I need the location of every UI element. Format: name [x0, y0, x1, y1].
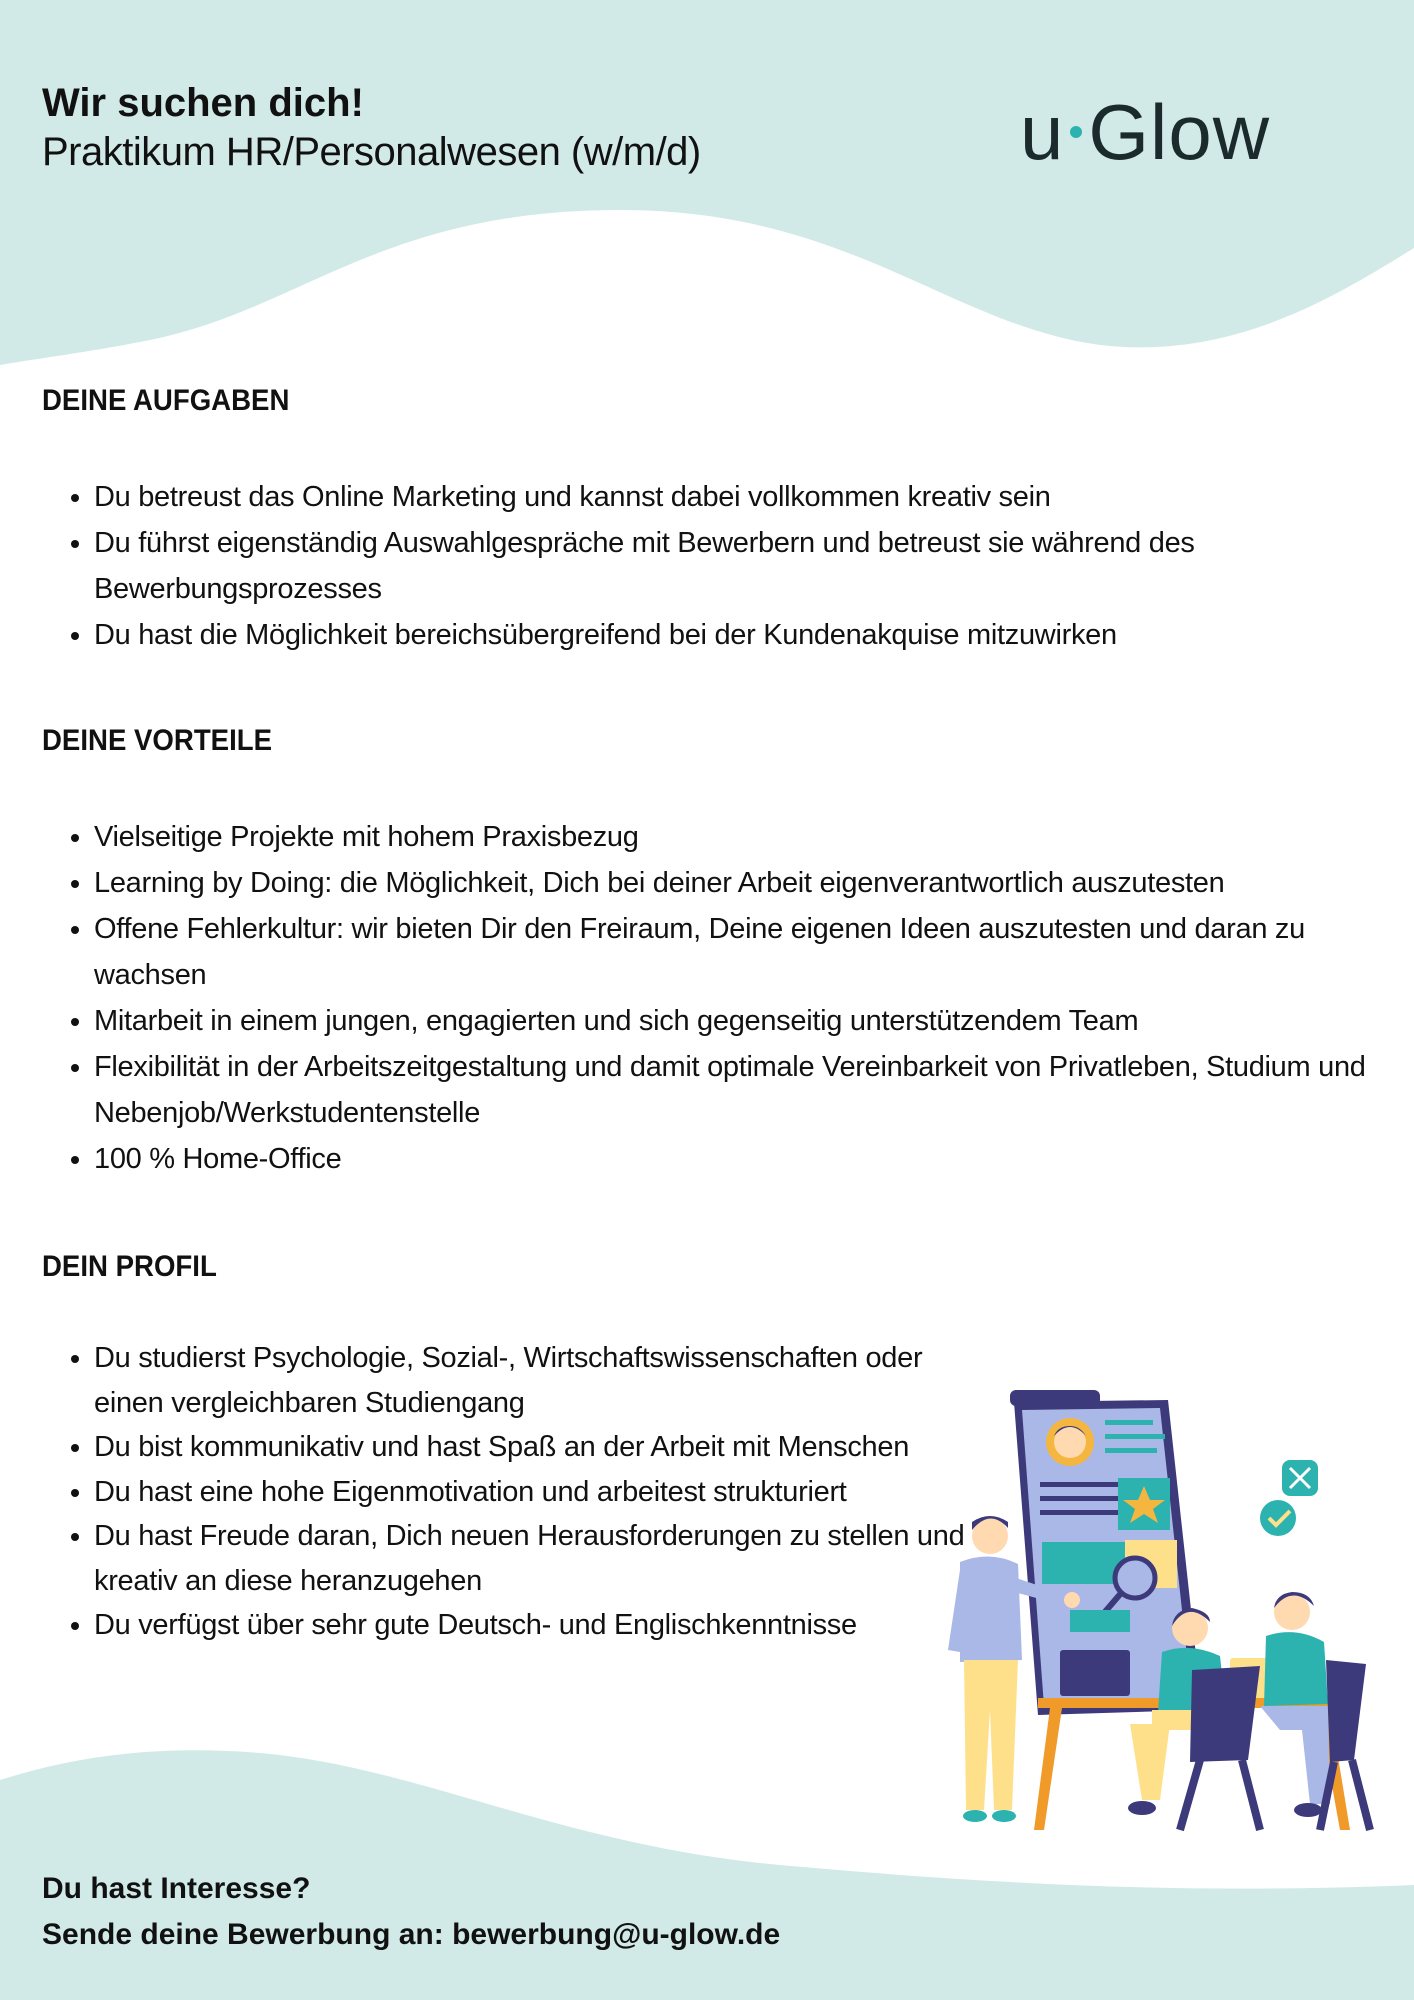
logo-text-left: u: [1020, 88, 1065, 176]
list-item: • Offene Fehlerkultur: wir bieten Dir den Freiraum, Deine eigenen Ideen auszutesten und daran zu wachsen: [94, 906, 1384, 998]
list-item: • Du hast die Möglichkeit bereichsübergreifend bei der Kundenakquise mitzuwirken: [94, 612, 1374, 658]
list-item: • Du hast Freude daran, Dich neuen Herausforderungen zu stellen und kreativ an diese heranzugehen: [94, 1514, 974, 1603]
team-job-board-illustration-icon: [930, 1380, 1380, 1840]
job-title: Praktikum HR/Personalwesen (w/m/d): [42, 130, 701, 174]
list-item: • Mitarbeit in einem jungen, engagierten und sich gegenseitig unterstützendem Team: [94, 998, 1384, 1044]
list-item: • Flexibilität in der Arbeitszeitgestaltung und damit optimale Vereinbarkeit von Privatleben, Studium und Nebenjob/Werkstudentenstelle: [94, 1044, 1384, 1136]
list-item: • Du bist kommunikativ und hast Spaß an der Arbeit mit Menschen: [94, 1425, 974, 1470]
footer-contact: [42, 1866, 780, 1958]
logo-text-right: Glow: [1088, 88, 1271, 176]
section-title-profil: DEIN PROFIL: [42, 1250, 217, 1283]
list-item: • Du studierst Psychologie, Sozial-, Wirtschaftswissenschaften oder einen vergleichbaren Studiengang: [94, 1336, 974, 1425]
list-item: • Learning by Doing: die Möglichkeit, Dich bei deiner Arbeit eigenverantwortlich auszutesten: [94, 860, 1384, 906]
footer-application-email[interactable]: Sende deine Bewerbung an: bewerbung@u-glow.de: [42, 1918, 781, 1951]
list-item: • Du verfügst über sehr gute Deutsch- und Englischkenntnisse: [94, 1603, 974, 1648]
list-item: • Du hast eine hohe Eigenmotivation und arbeitest strukturiert: [94, 1470, 974, 1515]
list-item: • Du betreust das Online Marketing und kannst dabei vollkommen kreativ sein: [94, 474, 1374, 520]
benefits-list: [52, 814, 1384, 1182]
logo-dot-icon: [1070, 126, 1082, 138]
list-item: • Du führst eigenständig Auswahlgespräche mit Bewerbern und betreust sie während des Bewerbungsprozesses: [94, 520, 1374, 612]
company-logo: [1020, 88, 1271, 176]
section-title-aufgaben: DEINE AUFGABEN: [42, 384, 290, 417]
footer-question: Du hast Interesse?: [42, 1872, 311, 1905]
list-item: • 100 % Home-Office: [94, 1136, 1384, 1182]
headline: Wir suchen dich!: [42, 81, 364, 125]
profile-list: [52, 1336, 974, 1648]
section-title-vorteile: DEINE VORTEILE: [42, 724, 273, 757]
tasks-list: [52, 474, 1374, 658]
list-item: • Vielseitige Projekte mit hohem Praxisbezug: [94, 814, 1384, 860]
header: [42, 80, 701, 176]
header-wave-background: [0, 0, 1414, 370]
